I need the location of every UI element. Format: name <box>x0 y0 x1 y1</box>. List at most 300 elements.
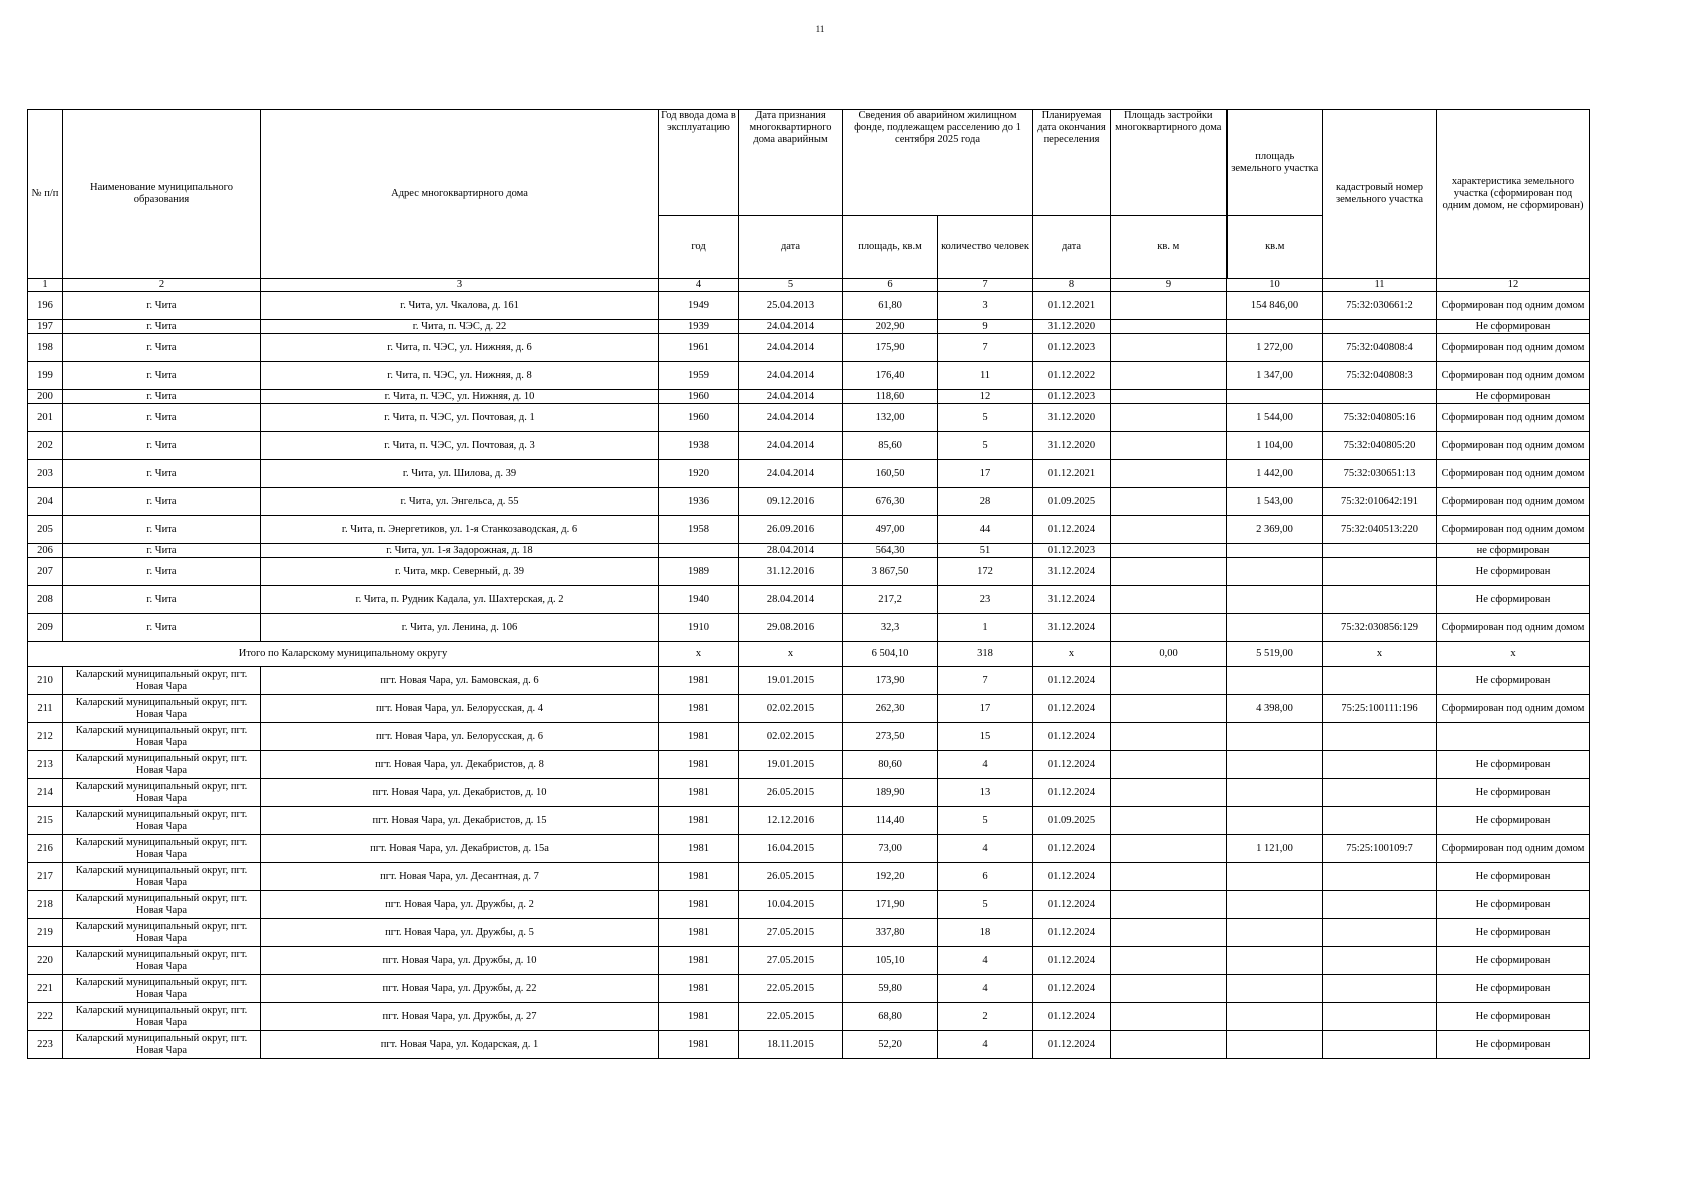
building-area-cell <box>1111 751 1227 779</box>
building-area-cell <box>1111 390 1227 404</box>
land-area-cell: 1 543,00 <box>1227 488 1323 516</box>
column-number: 11 <box>1323 279 1437 292</box>
planned-date-cell: 31.12.2024 <box>1033 558 1111 586</box>
table-row <box>28 779 1590 807</box>
land-characteristic-cell: Сформирован под одним домом <box>1437 292 1590 320</box>
table-row <box>28 488 1590 516</box>
total-people: 318 <box>938 642 1033 667</box>
municipality-cell: г. Чита <box>63 390 261 404</box>
people-count-cell: 23 <box>938 586 1033 614</box>
land-characteristic-cell: Не сформирован <box>1437 1031 1590 1059</box>
row-number-cell: 213 <box>28 751 63 779</box>
subheader-plan-date: дата <box>1033 216 1111 279</box>
recognition-date-cell: 22.05.2015 <box>739 1003 843 1031</box>
table-row <box>28 667 1590 695</box>
fund-area-cell: 80,60 <box>843 751 938 779</box>
building-area-cell <box>1111 614 1227 642</box>
land-area-cell <box>1227 751 1323 779</box>
address-cell: г. Чита, ул. Чкалова, д. 161 <box>261 292 659 320</box>
fund-area-cell: 32,3 <box>843 614 938 642</box>
table-row <box>28 544 1590 558</box>
people-count-cell: 4 <box>938 835 1033 863</box>
municipality-cell: г. Чита <box>63 320 261 334</box>
row-number-cell: 196 <box>28 292 63 320</box>
people-count-cell: 172 <box>938 558 1033 586</box>
planned-date-cell: 01.12.2024 <box>1033 695 1111 723</box>
commission-year-cell: 1920 <box>659 460 739 488</box>
recognition-date-cell: 24.04.2014 <box>739 334 843 362</box>
commission-year-cell: 1981 <box>659 835 739 863</box>
municipality-cell: Каларский муниципальный округ, пгт. Новая Чара <box>63 891 261 919</box>
commission-year-cell: 1936 <box>659 488 739 516</box>
fund-area-cell: 676,30 <box>843 488 938 516</box>
people-count-cell: 4 <box>938 975 1033 1003</box>
recognition-date-cell: 24.04.2014 <box>739 460 843 488</box>
fund-area-cell: 114,40 <box>843 807 938 835</box>
commission-year-cell: 1949 <box>659 292 739 320</box>
land-area-cell: 4 398,00 <box>1227 695 1323 723</box>
land-area-cell: 1 347,00 <box>1227 362 1323 390</box>
planned-date-cell: 01.12.2024 <box>1033 723 1111 751</box>
fund-area-cell: 262,30 <box>843 695 938 723</box>
recognition-date-cell: 29.08.2016 <box>739 614 843 642</box>
land-area-cell <box>1227 667 1323 695</box>
total-plan: x <box>1033 642 1111 667</box>
land-characteristic-cell: Сформирован под одним домом <box>1437 334 1590 362</box>
recognition-date-cell: 02.02.2015 <box>739 695 843 723</box>
cadastral-number-cell <box>1323 320 1437 334</box>
address-cell: г. Чита, ул. Энгельса, д. 55 <box>261 488 659 516</box>
people-count-cell: 4 <box>938 751 1033 779</box>
recognition-date-cell: 28.04.2014 <box>739 586 843 614</box>
people-count-cell: 44 <box>938 516 1033 544</box>
row-number-cell: 212 <box>28 723 63 751</box>
commission-year-cell: 1981 <box>659 919 739 947</box>
chita-rows <box>28 292 1590 642</box>
table-row <box>28 586 1590 614</box>
fund-area-cell: 85,60 <box>843 432 938 460</box>
address-cell: пгт. Новая Чара, ул. Дружбы, д. 5 <box>261 919 659 947</box>
header-cadastral-number: кадастровый номер земельного участка <box>1323 110 1437 279</box>
land-area-cell: 1 272,00 <box>1227 334 1323 362</box>
planned-date-cell: 01.12.2021 <box>1033 460 1111 488</box>
table-row <box>28 863 1590 891</box>
people-count-cell: 28 <box>938 488 1033 516</box>
planned-date-cell: 01.09.2025 <box>1033 488 1111 516</box>
header-land-characteristic: характеристика земельного участка (сформирован под одним домом, не сформирован) <box>1437 110 1590 279</box>
cadastral-number-cell <box>1323 947 1437 975</box>
land-characteristic-cell: Не сформирован <box>1437 947 1590 975</box>
land-characteristic-cell: не сформирован <box>1437 544 1590 558</box>
commission-year-cell: 1981 <box>659 1003 739 1031</box>
commission-year-cell: 1981 <box>659 807 739 835</box>
recognition-date-cell: 26.05.2015 <box>739 779 843 807</box>
address-cell: г. Чита, п. ЧЭС, ул. Почтовая, д. 3 <box>261 432 659 460</box>
recognition-date-cell: 10.04.2015 <box>739 891 843 919</box>
address-cell: г. Чита, ул. 1-я Задорожная, д. 18 <box>261 544 659 558</box>
municipality-cell: Каларский муниципальный округ, пгт. Новая Чара <box>63 975 261 1003</box>
planned-date-cell: 01.12.2024 <box>1033 975 1111 1003</box>
planned-date-cell: 01.12.2023 <box>1033 334 1111 362</box>
municipality-cell: г. Чита <box>63 460 261 488</box>
row-number-cell: 220 <box>28 947 63 975</box>
table-row <box>28 1003 1590 1031</box>
planned-date-cell: 01.12.2024 <box>1033 516 1111 544</box>
land-characteristic-cell: Не сформирован <box>1437 751 1590 779</box>
municipality-cell: Каларский муниципальный округ, пгт. Новая Чара <box>63 779 261 807</box>
fund-area-cell: 337,80 <box>843 919 938 947</box>
recognition-date-cell: 26.05.2015 <box>739 863 843 891</box>
land-characteristic-cell: Сформирован под одним домом <box>1437 362 1590 390</box>
commission-year-cell: 1910 <box>659 614 739 642</box>
land-characteristic-cell: Сформирован под одним домом <box>1437 516 1590 544</box>
commission-year-cell: 1981 <box>659 667 739 695</box>
recognition-date-cell: 24.04.2014 <box>739 390 843 404</box>
table-row <box>28 751 1590 779</box>
emergency-housing-table <box>27 109 1590 1059</box>
land-characteristic-cell: Сформирован под одним домом <box>1437 404 1590 432</box>
address-cell: г. Чита, п. ЧЭС, д. 22 <box>261 320 659 334</box>
commission-year-cell: 1940 <box>659 586 739 614</box>
address-cell: г. Чита, ул. Ленина, д. 106 <box>261 614 659 642</box>
people-count-cell: 4 <box>938 1031 1033 1059</box>
commission-year-cell <box>659 544 739 558</box>
land-characteristic-cell: Сформирован под одним домом <box>1437 835 1590 863</box>
row-number-cell: 203 <box>28 460 63 488</box>
commission-year-cell: 1981 <box>659 751 739 779</box>
fund-area-cell: 73,00 <box>843 835 938 863</box>
total-char: x <box>1437 642 1590 667</box>
cadastral-number-cell: 75:32:040808:4 <box>1323 334 1437 362</box>
building-area-cell <box>1111 835 1227 863</box>
land-area-cell <box>1227 975 1323 1003</box>
fund-area-cell: 497,00 <box>843 516 938 544</box>
cadastral-number-cell <box>1323 558 1437 586</box>
table-row <box>28 292 1590 320</box>
column-number: 9 <box>1111 279 1227 292</box>
land-area-cell <box>1227 807 1323 835</box>
building-area-cell <box>1111 1003 1227 1031</box>
municipality-cell: Каларский муниципальный округ, пгт. Новая Чара <box>63 667 261 695</box>
table-row <box>28 947 1590 975</box>
people-count-cell: 5 <box>938 404 1033 432</box>
column-number: 7 <box>938 279 1033 292</box>
table-row <box>28 516 1590 544</box>
people-count-cell: 17 <box>938 460 1033 488</box>
row-number-cell: 218 <box>28 891 63 919</box>
municipality-cell: г. Чита <box>63 334 261 362</box>
total-land: 5 519,00 <box>1227 642 1323 667</box>
cadastral-number-cell: 75:32:040805:20 <box>1323 432 1437 460</box>
land-area-cell <box>1227 390 1323 404</box>
fund-area-cell: 176,40 <box>843 362 938 390</box>
row-number-cell: 214 <box>28 779 63 807</box>
planned-date-cell: 01.12.2024 <box>1033 863 1111 891</box>
fund-area-cell: 202,90 <box>843 320 938 334</box>
row-number-cell: 204 <box>28 488 63 516</box>
address-cell: пгт. Новая Чара, ул. Дружбы, д. 22 <box>261 975 659 1003</box>
address-cell: г. Чита, ул. Шилова, д. 39 <box>261 460 659 488</box>
recognition-date-cell: 22.05.2015 <box>739 975 843 1003</box>
total-area: 6 504,10 <box>843 642 938 667</box>
commission-year-cell: 1981 <box>659 947 739 975</box>
municipality-cell: г. Чита <box>63 614 261 642</box>
recognition-date-cell: 27.05.2015 <box>739 947 843 975</box>
subheader-land-unit: кв.м <box>1227 216 1323 279</box>
table-row <box>28 1031 1590 1059</box>
cadastral-number-cell <box>1323 807 1437 835</box>
building-area-cell <box>1111 516 1227 544</box>
municipality-cell: Каларский муниципальный округ, пгт. Новая Чара <box>63 947 261 975</box>
column-number: 4 <box>659 279 739 292</box>
municipality-cell: Каларский муниципальный округ, пгт. Новая Чара <box>63 807 261 835</box>
address-cell: пгт. Новая Чара, ул. Кодарская, д. 1 <box>261 1031 659 1059</box>
header-commission-year: Год ввода дома в эксплуатацию <box>659 110 739 216</box>
cadastral-number-cell <box>1323 544 1437 558</box>
planned-date-cell: 01.12.2023 <box>1033 390 1111 404</box>
column-number-row <box>28 279 1590 292</box>
building-area-cell <box>1111 362 1227 390</box>
cadastral-number-cell <box>1323 390 1437 404</box>
row-number-cell: 217 <box>28 863 63 891</box>
land-area-cell <box>1227 558 1323 586</box>
land-characteristic-cell <box>1437 723 1590 751</box>
land-characteristic-cell: Не сформирован <box>1437 1003 1590 1031</box>
municipality-cell: Каларский муниципальный округ, пгт. Новая Чара <box>63 695 261 723</box>
building-area-cell <box>1111 807 1227 835</box>
table-row <box>28 362 1590 390</box>
people-count-cell: 3 <box>938 292 1033 320</box>
recognition-date-cell: 28.04.2014 <box>739 544 843 558</box>
address-cell: г. Чита, мкр. Северный, д. 39 <box>261 558 659 586</box>
column-number: 6 <box>843 279 938 292</box>
people-count-cell: 7 <box>938 334 1033 362</box>
recognition-date-cell: 09.12.2016 <box>739 488 843 516</box>
people-count-cell: 11 <box>938 362 1033 390</box>
planned-date-cell: 01.12.2022 <box>1033 362 1111 390</box>
table-row <box>28 723 1590 751</box>
row-number-cell: 222 <box>28 1003 63 1031</box>
address-cell: г. Чита, п. Энергетиков, ул. 1-я Станкозаводская, д. 6 <box>261 516 659 544</box>
recognition-date-cell: 25.04.2013 <box>739 292 843 320</box>
recognition-date-cell: 24.04.2014 <box>739 404 843 432</box>
column-number: 2 <box>63 279 261 292</box>
row-number-cell: 202 <box>28 432 63 460</box>
planned-date-cell: 01.12.2024 <box>1033 751 1111 779</box>
address-cell: г. Чита, п. ЧЭС, ул. Нижняя, д. 6 <box>261 334 659 362</box>
land-characteristic-cell: Не сформирован <box>1437 586 1590 614</box>
row-number-cell: 221 <box>28 975 63 1003</box>
fund-area-cell: 564,30 <box>843 544 938 558</box>
row-number-cell: 205 <box>28 516 63 544</box>
planned-date-cell: 01.12.2024 <box>1033 1003 1111 1031</box>
land-characteristic-cell: Не сформирован <box>1437 863 1590 891</box>
column-number: 5 <box>739 279 843 292</box>
recognition-date-cell: 12.12.2016 <box>739 807 843 835</box>
commission-year-cell: 1959 <box>659 362 739 390</box>
subheader-year: год <box>659 216 739 279</box>
people-count-cell: 1 <box>938 614 1033 642</box>
address-cell: пгт. Новая Чара, ул. Декабристов, д. 15а <box>261 835 659 863</box>
building-area-cell <box>1111 723 1227 751</box>
fund-area-cell: 68,80 <box>843 1003 938 1031</box>
commission-year-cell: 1981 <box>659 779 739 807</box>
building-area-cell <box>1111 334 1227 362</box>
people-count-cell: 18 <box>938 919 1033 947</box>
land-area-cell <box>1227 919 1323 947</box>
recognition-date-cell: 19.01.2015 <box>739 667 843 695</box>
header-emergency-fund: Сведения об аварийном жилищном фонде, подлежащем расселению до 1 сентября 2025 года <box>843 110 1033 216</box>
table-row <box>28 460 1590 488</box>
total-build: 0,00 <box>1111 642 1227 667</box>
municipality-cell: Каларский муниципальный округ, пгт. Новая Чара <box>63 1031 261 1059</box>
building-area-cell <box>1111 544 1227 558</box>
fund-area-cell: 105,10 <box>843 947 938 975</box>
building-area-cell <box>1111 460 1227 488</box>
table-row <box>28 835 1590 863</box>
cadastral-number-cell <box>1323 779 1437 807</box>
land-characteristic-cell: Не сформирован <box>1437 667 1590 695</box>
land-characteristic-cell: Сформирован под одним домом <box>1437 614 1590 642</box>
address-cell: г. Чита, п. ЧЭС, ул. Почтовая, д. 1 <box>261 404 659 432</box>
land-characteristic-cell: Сформирован под одним домом <box>1437 695 1590 723</box>
subheader-date: дата <box>739 216 843 279</box>
planned-date-cell: 01.12.2024 <box>1033 891 1111 919</box>
fund-area-cell: 175,90 <box>843 334 938 362</box>
address-cell: пгт. Новая Чара, ул. Бамовская, д. 6 <box>261 667 659 695</box>
commission-year-cell: 1938 <box>659 432 739 460</box>
cadastral-number-cell <box>1323 975 1437 1003</box>
total-cad: x <box>1323 642 1437 667</box>
cadastral-number-cell: 75:32:030651:13 <box>1323 460 1437 488</box>
planned-date-cell: 01.09.2025 <box>1033 807 1111 835</box>
municipality-cell: г. Чита <box>63 586 261 614</box>
commission-year-cell: 1981 <box>659 863 739 891</box>
row-number-cell: 200 <box>28 390 63 404</box>
municipality-cell: Каларский муниципальный округ, пгт. Новая Чара <box>63 723 261 751</box>
address-cell: г. Чита, п. Рудник Кадала, ул. Шахтерская, д. 2 <box>261 586 659 614</box>
building-area-cell <box>1111 404 1227 432</box>
row-number-cell: 207 <box>28 558 63 586</box>
row-number-cell: 208 <box>28 586 63 614</box>
commission-year-cell: 1939 <box>659 320 739 334</box>
row-number-cell: 211 <box>28 695 63 723</box>
land-characteristic-cell: Не сформирован <box>1437 558 1590 586</box>
commission-year-cell: 1961 <box>659 334 739 362</box>
building-area-cell <box>1111 292 1227 320</box>
people-count-cell: 5 <box>938 432 1033 460</box>
fund-area-cell: 273,50 <box>843 723 938 751</box>
cadastral-number-cell: 75:32:030661:2 <box>1323 292 1437 320</box>
cadastral-number-cell: 75:32:040513:220 <box>1323 516 1437 544</box>
recognition-date-cell: 27.05.2015 <box>739 919 843 947</box>
fund-area-cell: 173,90 <box>843 667 938 695</box>
table-row <box>28 975 1590 1003</box>
cadastral-number-cell <box>1323 919 1437 947</box>
recognition-date-cell: 24.04.2014 <box>739 320 843 334</box>
fund-area-cell: 132,00 <box>843 404 938 432</box>
land-area-cell <box>1227 586 1323 614</box>
cadastral-number-cell <box>1323 751 1437 779</box>
page-number: 11 <box>815 24 825 34</box>
land-characteristic-cell: Не сформирован <box>1437 390 1590 404</box>
recognition-date-cell: 19.01.2015 <box>739 751 843 779</box>
building-area-cell <box>1111 891 1227 919</box>
building-area-cell <box>1111 320 1227 334</box>
recognition-date-cell: 16.04.2015 <box>739 835 843 863</box>
row-number-cell: 223 <box>28 1031 63 1059</box>
land-area-cell <box>1227 891 1323 919</box>
building-area-cell <box>1111 586 1227 614</box>
row-number-cell: 201 <box>28 404 63 432</box>
planned-date-cell: 01.12.2024 <box>1033 947 1111 975</box>
address-cell: пгт. Новая Чара, ул. Декабристов, д. 15 <box>261 807 659 835</box>
municipality-cell: Каларский муниципальный округ, пгт. Новая Чара <box>63 863 261 891</box>
column-number: 8 <box>1033 279 1111 292</box>
land-area-cell: 1 442,00 <box>1227 460 1323 488</box>
fund-area-cell: 118,60 <box>843 390 938 404</box>
address-cell: пгт. Новая Чара, ул. Дружбы, д. 2 <box>261 891 659 919</box>
people-count-cell: 12 <box>938 390 1033 404</box>
land-characteristic-cell: Сформирован под одним домом <box>1437 488 1590 516</box>
land-characteristic-cell: Не сформирован <box>1437 891 1590 919</box>
table-row <box>28 432 1590 460</box>
table-row <box>28 334 1590 362</box>
municipality-cell: г. Чита <box>63 488 261 516</box>
table-row <box>28 891 1590 919</box>
municipality-cell: Каларский муниципальный округ, пгт. Новая Чара <box>63 919 261 947</box>
planned-date-cell: 01.12.2024 <box>1033 667 1111 695</box>
recognition-date-cell: 18.11.2015 <box>739 1031 843 1059</box>
fund-area-cell: 171,90 <box>843 891 938 919</box>
row-number-cell: 219 <box>28 919 63 947</box>
building-area-cell <box>1111 1031 1227 1059</box>
recognition-date-cell: 24.04.2014 <box>739 362 843 390</box>
table-row <box>28 558 1590 586</box>
building-area-cell <box>1111 779 1227 807</box>
planned-date-cell: 31.12.2024 <box>1033 614 1111 642</box>
total-date: x <box>739 642 843 667</box>
land-characteristic-cell: Не сформирован <box>1437 919 1590 947</box>
cadastral-number-cell: 75:25:100109:7 <box>1323 835 1437 863</box>
building-area-cell <box>1111 695 1227 723</box>
people-count-cell: 51 <box>938 544 1033 558</box>
building-area-cell <box>1111 667 1227 695</box>
people-count-cell: 5 <box>938 807 1033 835</box>
commission-year-cell: 1958 <box>659 516 739 544</box>
header-planned-date: Планируемая дата окончания переселения <box>1033 110 1111 216</box>
planned-date-cell: 01.12.2024 <box>1033 1031 1111 1059</box>
table-row <box>28 919 1590 947</box>
row-number-cell: 210 <box>28 667 63 695</box>
people-count-cell: 4 <box>938 947 1033 975</box>
municipality-cell: г. Чита <box>63 516 261 544</box>
municipality-cell: г. Чита <box>63 432 261 460</box>
municipality-cell: г. Чита <box>63 544 261 558</box>
land-characteristic-cell: Сформирован под одним домом <box>1437 460 1590 488</box>
row-number-cell: 215 <box>28 807 63 835</box>
fund-area-cell: 189,90 <box>843 779 938 807</box>
commission-year-cell: 1981 <box>659 1031 739 1059</box>
land-area-cell <box>1227 723 1323 751</box>
row-number-cell: 209 <box>28 614 63 642</box>
land-area-cell <box>1227 863 1323 891</box>
cadastral-number-cell: 75:32:010642:191 <box>1323 488 1437 516</box>
fund-area-cell: 192,20 <box>843 863 938 891</box>
planned-date-cell: 31.12.2020 <box>1033 432 1111 460</box>
header-municipality: Наименование муниципального образования <box>63 110 261 279</box>
fund-area-cell: 3 867,50 <box>843 558 938 586</box>
